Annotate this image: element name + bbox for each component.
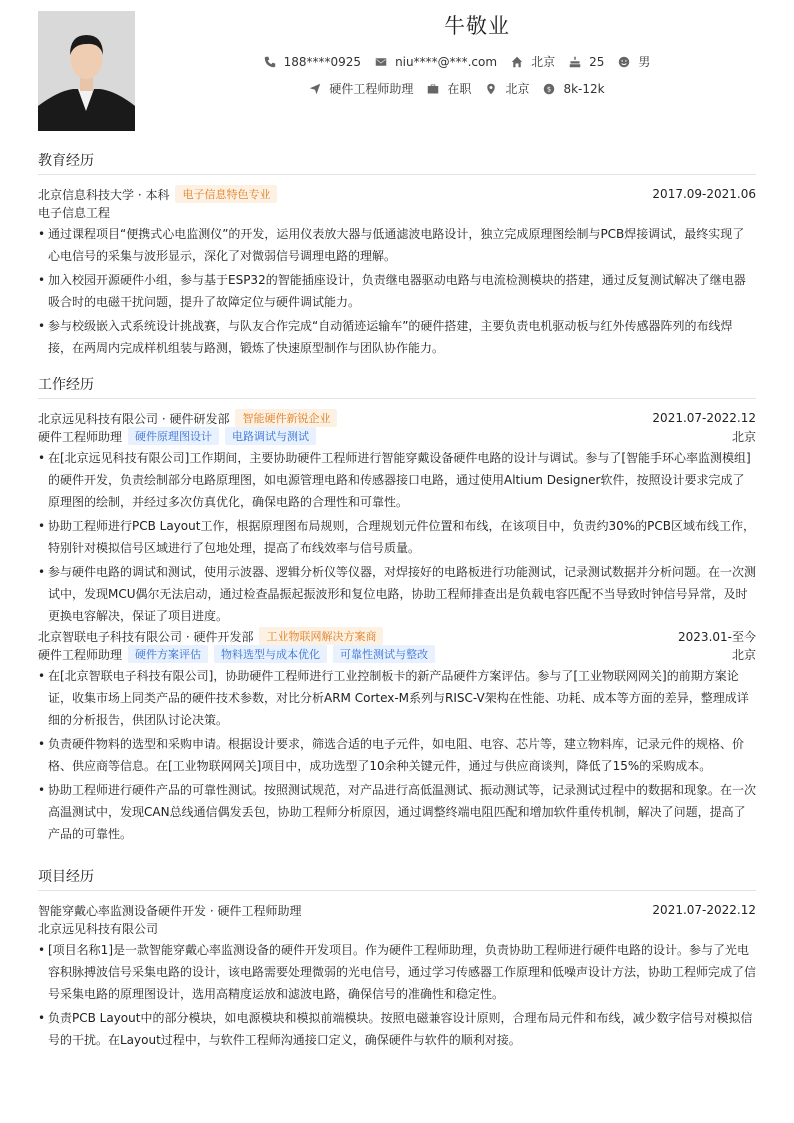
target-job-text: 硬件工程师助理 bbox=[329, 82, 414, 96]
project-bullets bbox=[38, 939, 756, 1051]
job-header bbox=[38, 627, 756, 645]
skill-tag: 可靠性测试与整改 bbox=[333, 645, 435, 663]
section-title: 教育经历 bbox=[38, 150, 756, 175]
job-intent-row bbox=[0, 80, 794, 97]
list-item: • 负责PCB Layout中的部分模块，如电源模块和模拟前端模块。按照电磁兼容设计原则，合理布局元件和布线，减少数字信号对模拟信号的干扰。在Layout过程中，与软件工程师沟通接口定义，确保硬件与软件的顺利对接。 bbox=[38, 1007, 756, 1051]
salary-item bbox=[543, 82, 604, 96]
phone-item bbox=[264, 55, 361, 69]
salary-text: 8k-12k bbox=[563, 81, 605, 96]
home-icon bbox=[511, 56, 523, 68]
school-tag: 电子信息特色专业 bbox=[175, 185, 277, 203]
project-section bbox=[38, 866, 756, 1053]
age-text: 25 bbox=[589, 54, 605, 69]
skill-tag: 硬件原理图设计 bbox=[128, 427, 219, 445]
briefcase-icon bbox=[427, 83, 439, 95]
phone-icon bbox=[264, 56, 276, 68]
job-date: 2023.01-至今 bbox=[678, 629, 756, 644]
email-text: niu****@***.com bbox=[395, 54, 498, 69]
section-title: 工作经历 bbox=[38, 374, 756, 399]
project-name: 智能穿戴心率监测设备硬件开发 · 硬件工程师助理 bbox=[38, 903, 302, 918]
cake-icon bbox=[569, 56, 581, 68]
company-tag: 智能硬件新锐企业 bbox=[235, 409, 337, 427]
major-row bbox=[38, 203, 756, 221]
city-text: 北京 bbox=[531, 55, 556, 69]
email-item bbox=[375, 55, 497, 69]
project-header bbox=[38, 901, 756, 919]
status-text: 在职 bbox=[447, 82, 472, 96]
list-item: • 在[北京智联电子科技有限公司]，协助硬件工程师进行工业控制板卡的新产品硬件方案评估。参与了[工业物联网网关]的前期方案论证，收集市场上同类产品的硬件技术参数，对比分析ARM Cortex-M系列与RISC-V架构在性能、功耗、成本等方面的差异，整理成详细的分析报告，供团队讨论决策。 bbox=[38, 665, 756, 731]
job-bullets bbox=[38, 665, 756, 845]
list-item: • 负责硬件物料的选型和采购申请。根据设计要求，筛选合适的电子元件，如电阻、电容、芯片等，建立物料库，记录元件的规格、价格、供应商等信息。在[工业物联网网关]项目中，成功选型了10余种关键元件，通过与供应商谈判，降低了15%的采购成本。 bbox=[38, 733, 756, 777]
job-bullets bbox=[38, 447, 756, 627]
school-name: 北京信息科技大学 · 本科 bbox=[38, 187, 170, 202]
job-location: 北京 bbox=[731, 429, 756, 444]
skill-tag: 物料选型与成本优化 bbox=[214, 645, 327, 663]
education-date: 2017.09-2021.06 bbox=[652, 187, 756, 201]
education-section bbox=[38, 150, 756, 361]
gender-text: 男 bbox=[638, 55, 651, 69]
work-section bbox=[38, 374, 756, 847]
target-city-item bbox=[485, 80, 529, 97]
job-header bbox=[38, 409, 756, 427]
list-item: • 参与硬件电路的调试和测试，使用示波器、逻辑分析仪等仪器，对焊接好的电路板进行功能测试，记录测试数据并分析问题。在一次测试中，发现MCU偶尔无法启动，通过检查晶振起振波形和复位电路，协助工程师排查出是负载电容匹配不当导致时钟信号异常，及时更换电容解决，保证了项目进度。 bbox=[38, 561, 756, 627]
skill-tag: 电路调试与测试 bbox=[225, 427, 316, 445]
smile-icon bbox=[618, 56, 630, 68]
list-item: • [项目名称1]是一款智能穿戴心率监测设备的硬件开发项目。作为硬件工程师助理，负责协助工程师进行硬件电路的设计。参与了光电容积脉搏波信号采集电路的设计，该电路需要处理微弱的光电信号，通过学习传感器工作原理和低噪声设计方法，协助工程师完成了信号采集电路的原理图设计，选用高精度运放和滤波电路，确保信号的准确性和稳定性。 bbox=[38, 939, 756, 1005]
company-name: 北京智联电子科技有限公司 · 硬件开发部 bbox=[38, 629, 254, 644]
role-row bbox=[38, 427, 756, 445]
candidate-name: 牛敬业 bbox=[444, 14, 510, 38]
project-date: 2021.07-2022.12 bbox=[652, 903, 756, 917]
list-item: • 参与校级嵌入式系统设计挑战赛，与队友合作完成“自动循迹运输车”的硬件搭建，主要负责电机驱动板与红外传感器阵列的布线焊接，在两周内完成样机组装与路测，锻炼了快速原型制作与团队协作能力。 bbox=[38, 315, 756, 359]
company-name: 北京远见科技有限公司 · 硬件研发部 bbox=[38, 411, 230, 426]
location-pin-icon bbox=[485, 83, 497, 95]
education-bullets bbox=[38, 223, 756, 359]
phone-text: 188****0925 bbox=[283, 54, 362, 69]
education-header bbox=[38, 185, 756, 203]
job-entry bbox=[38, 627, 756, 845]
project-company: 北京远见科技有限公司 bbox=[38, 921, 159, 936]
list-item: • 协助工程师进行PCB Layout工作，根据原理图布局规则，合理规划元件位置和布线，在该项目中，负责约30%的PCB区域布线工作，特别针对模拟信号区域进行了包地处理，提高了布线效率与信号质量。 bbox=[38, 515, 756, 559]
job-role: 硬件工程师助理 bbox=[38, 647, 123, 662]
age-item bbox=[569, 55, 604, 69]
svg-text:$: $ bbox=[547, 85, 552, 94]
major-name: 电子信息工程 bbox=[38, 205, 111, 220]
contact-info-row bbox=[0, 53, 794, 70]
job-date: 2021.07-2022.12 bbox=[652, 411, 756, 425]
mail-icon bbox=[375, 56, 387, 68]
skill-tag: 硬件方案评估 bbox=[128, 645, 208, 663]
project-company-row bbox=[38, 919, 756, 937]
section-title: 项目经历 bbox=[38, 866, 756, 891]
money-icon bbox=[543, 83, 555, 95]
job-role: 硬件工程师助理 bbox=[38, 429, 123, 444]
job-entry bbox=[38, 409, 756, 627]
target-job-item bbox=[309, 80, 413, 97]
list-item: • 通过课程项目“便携式心电监测仪”的开发，运用仪表放大器与低通滤波电路设计，独立完成原理图绘制与PCB焊接调试，最终实现了心电信号的采集与波形显示，深化了对微弱信号调理电路的理解。 bbox=[38, 223, 756, 267]
target-city-text: 北京 bbox=[505, 82, 530, 96]
city-item bbox=[511, 53, 555, 70]
gender-item bbox=[618, 53, 650, 70]
company-tag: 工业物联网解决方案商 bbox=[259, 627, 383, 645]
status-item bbox=[427, 80, 471, 97]
send-icon bbox=[309, 83, 321, 95]
profile-photo bbox=[38, 11, 135, 131]
role-row bbox=[38, 645, 756, 663]
list-item: • 在[北京远见科技有限公司]工作期间，主要协助硬件工程师进行智能穿戴设备硬件电路的设计与调试。参与了[智能手环心率监测模组]的硬件开发，负责绘制部分电路原理图，如电源管理电路和传感器接口电路，通过使用Altium Designer软件，按照设计要求完成了原理图的绘制，并经过多次仿真优化，确保电路的合理性和可靠性。 bbox=[38, 447, 756, 513]
list-item: • 加入校园开源硬件小组，参与基于ESP32的智能插座设计，负责继电器驱动电路与电流检测模块的搭建，通过反复测试解决了继电器吸合时的电磁干扰问题，提升了故障定位与硬件调试能力。 bbox=[38, 269, 756, 313]
list-item: • 协助工程师进行硬件产品的可靠性测试。按照测试规范，对产品进行高低温测试、振动测试等，记录测试过程中的数据和现象。在一次高温测试中，发现CAN总线通信偶发丢包，协助工程师分析原因，通过调整终端电阻匹配和增加软件重传机制，解决了问题，提高了产品的可靠性。 bbox=[38, 779, 756, 845]
job-location: 北京 bbox=[731, 647, 756, 662]
